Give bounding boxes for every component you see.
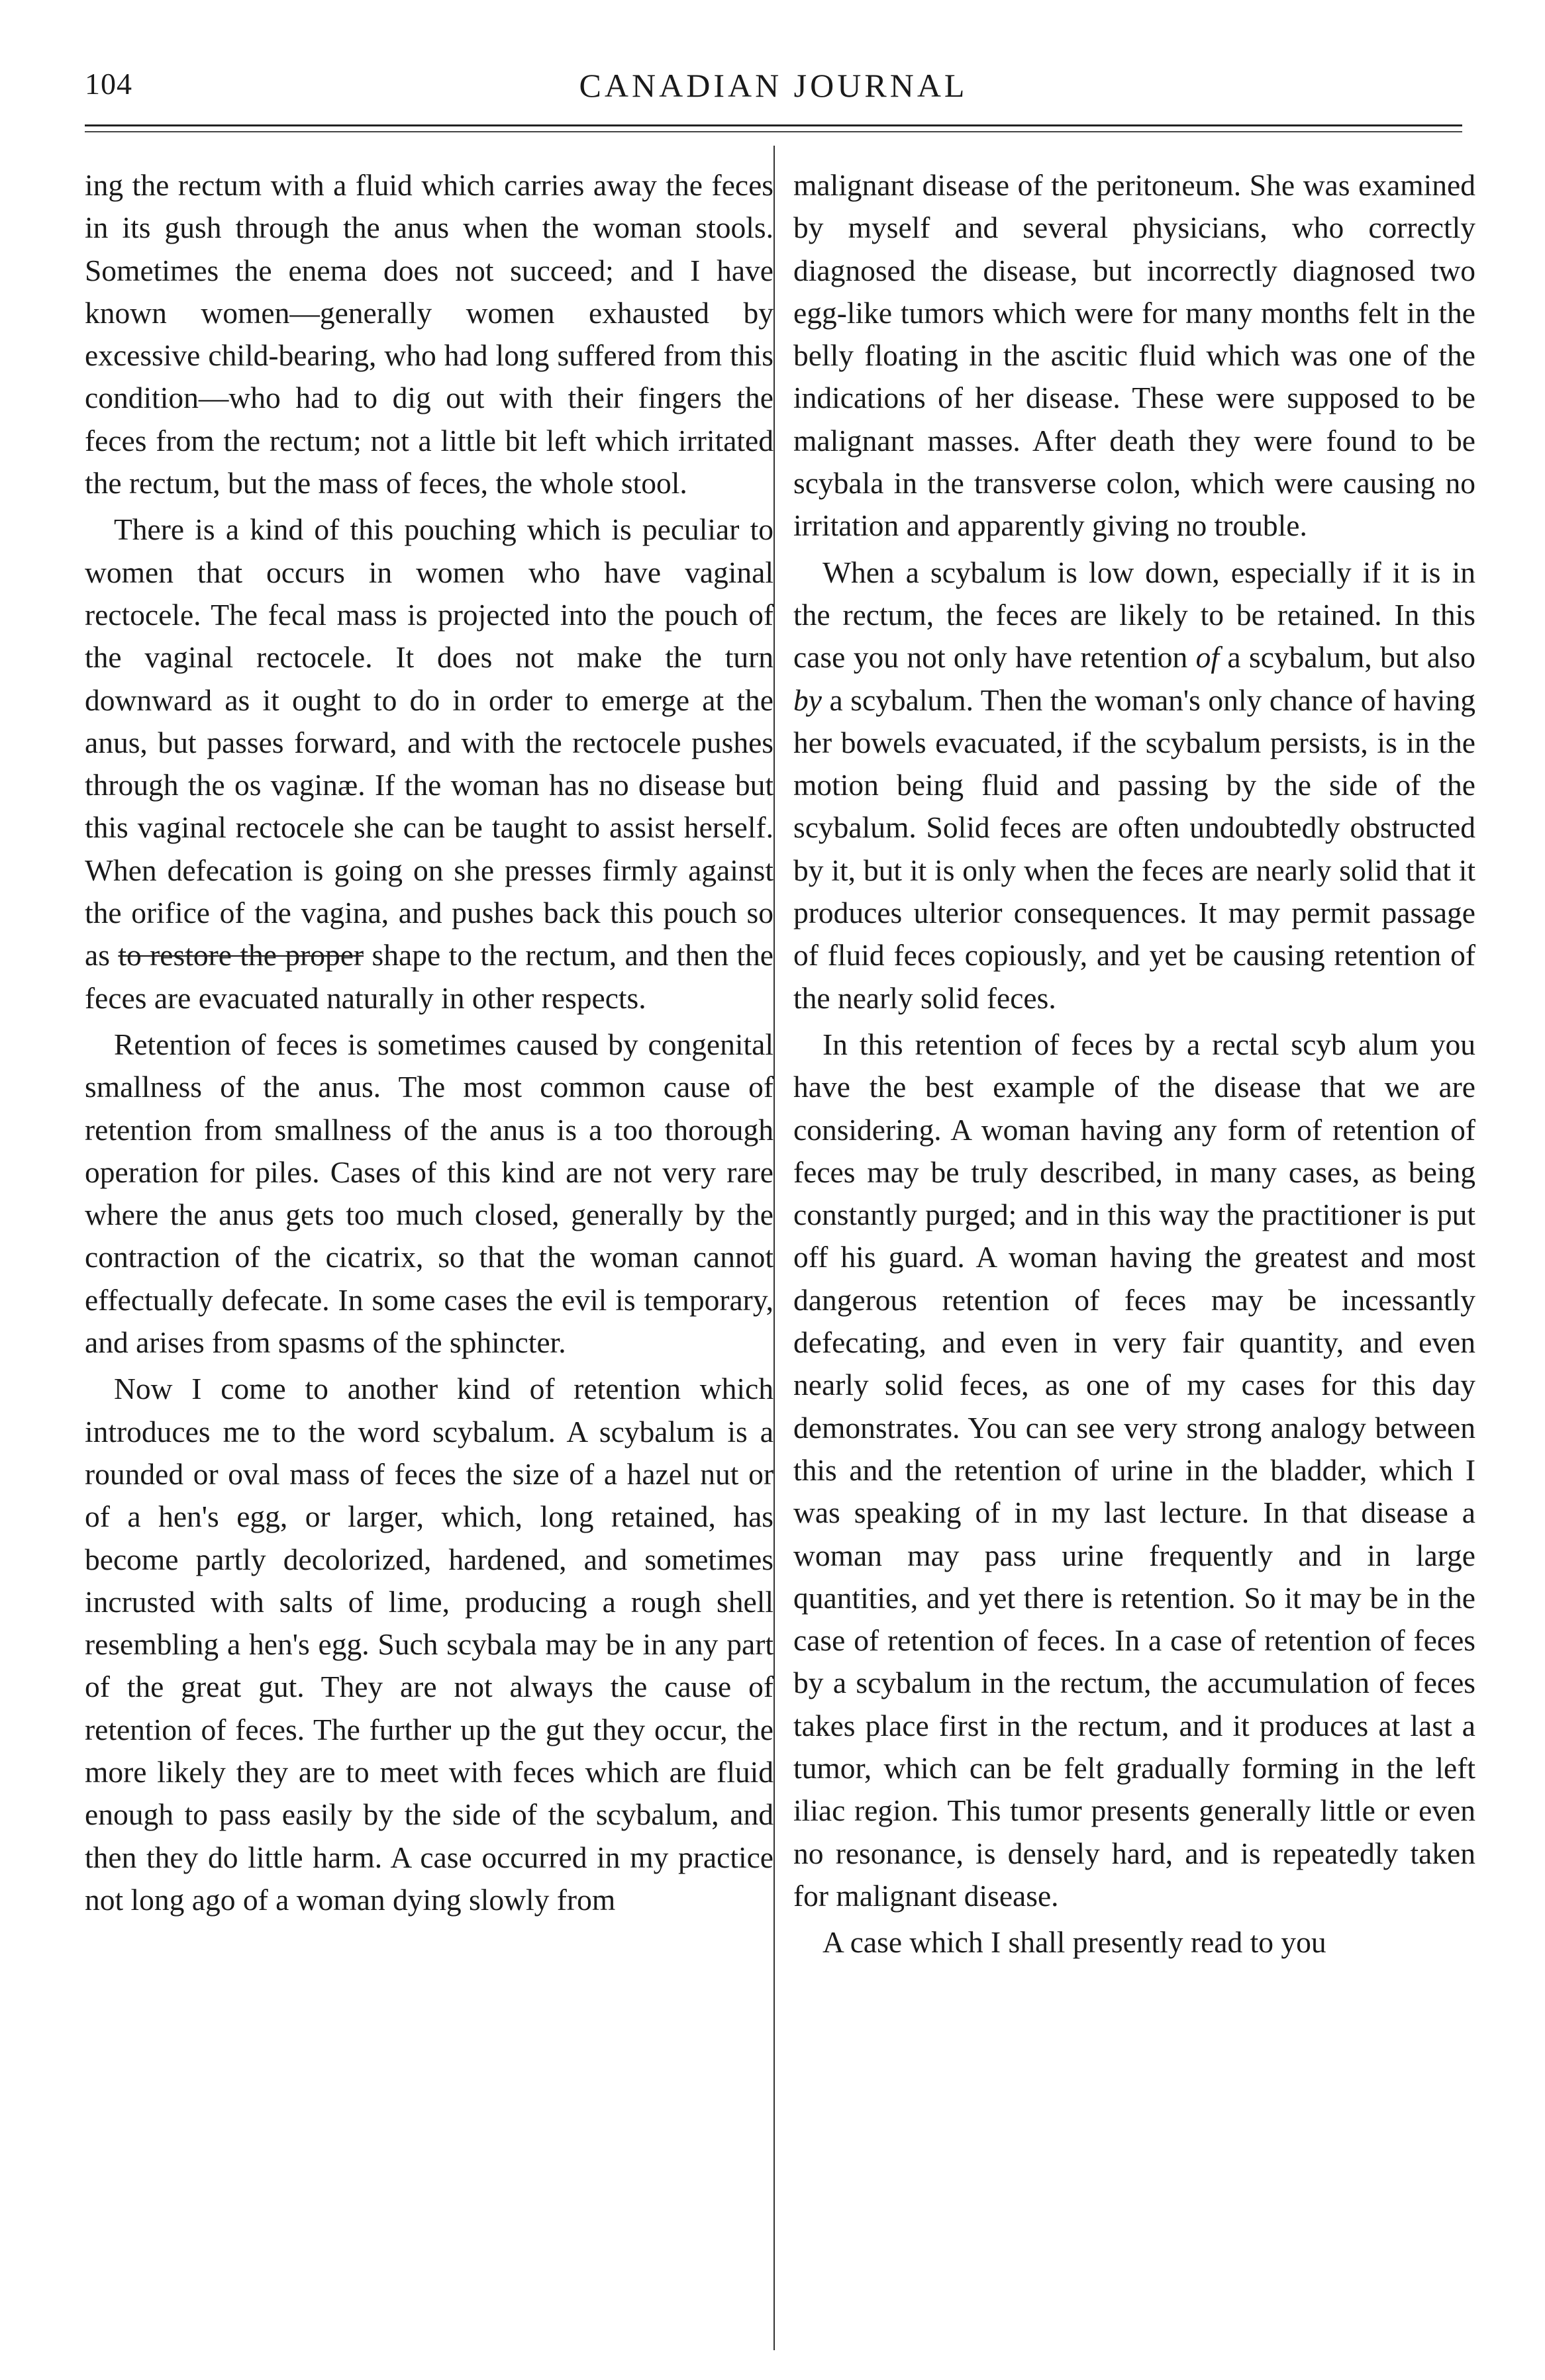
paragraph: Retention of feces is sometimes caused by congenital smallness of the anus. The most common cause of retention from smallness of the anus is a too thorough operation for piles. Cases of this kind are not very rare where the anus gets too much closed, generally by the contraction of the cicatrix, so that the woman cannot effectually defecate. In some cases the evil is temporary, and arises from spasms of the sphincter.	[85, 1027, 773, 1360]
paragraph: ing the rectum with a fluid which carries away the feces in its gush through the anus when the woman stools. Sometimes the enema does not succeed; and I have known women—generally women exhausted by excessive child-bearing, who had long suffered from this condition—who had to dig out with their fingers the feces from the rectum; not a little bit left which irritated the rectum, but the mass of feces, the whole stool.	[85, 168, 773, 500]
right-column	[793, 164, 1475, 1968]
page-number: 104	[85, 67, 132, 101]
italic-text: by	[793, 683, 822, 717]
paragraph: A case which I shall presently read to you	[822, 1925, 1326, 1960]
journal-title: CANADIAN JOURNAL	[579, 67, 968, 104]
header-rule-thick	[85, 124, 1462, 126]
paragraph: malignant disease of the peritoneum. She was examined by myself and several physicians, who correctly diagnosed the disease, but incorrectly diagnosed two egg-like tumors which were for many months felt in the belly floating in the ascitic fluid which was one of the indications of her disease. These were supposed to be malignant masses. After death they were found to be scybala in the transverse colon, which were causing no irritation and apparently giving no trouble.	[793, 168, 1475, 543]
header-rule-thin	[85, 131, 1462, 132]
text-run: When a scybalum is low down, especially if it is in the rectum, the feces are likely to be retained. In this case you not only have retention	[793, 555, 1475, 675]
text-run: shape to the rectum, and then the feces are evacuated naturally in other respects.	[85, 938, 773, 1015]
text-run: a scybalum. Then the woman's only chance of having her bowels evacuated, if the scybalum persists, is in the motion being fluid and passing by the side of the scybalum. Solid feces are often undoubtedly obstructed by it, but it is only when the feces are nearly solid that it produces ulterior consequences. It may permit passage of fluid feces copiously, and yet be causing retention of the nearly solid feces.	[793, 683, 1475, 1015]
italic-text: of	[1195, 640, 1219, 675]
left-column	[85, 164, 773, 1925]
paragraph	[793, 551, 1475, 1020]
text-run: There is a kind of this pouching which is peculiar to women that occurs in women who have vaginal rectocele. The fecal mass is projected into the pouch of the vaginal rectocele. It does not make the turn downward as it ought to do in order to emerge at the anus, but passes forward, and with the rectocele pushes through the os vaginæ. If the woman has no disease but this vaginal rectocele she can be taught to assist herself. When defecation is going on she presses firmly against the orifice of the vagina, and pushes back this pouch so as	[85, 512, 773, 973]
column-divider	[773, 146, 775, 2350]
struck-text: to restore the proper	[118, 938, 364, 973]
paragraph: In this retention of feces by a rectal scyb alum you have the best example of the disease that we are considering. A woman having any form of retention of feces may be truly described, in many cases, as being constantly purged; and in this way the practitioner is put off his guard. A woman having the greatest and most dangerous retention of feces may be incessantly defecating, and even in very fair quantity, and even nearly solid feces, as one of my cases for this day demonstrates. You can see very strong analogy between this and the retention of urine in the bladder, which I was speaking of in my last lecture. In that disease a woman may pass urine frequently and in large quantities, and yet there is retention. So it may be in the case of retention of feces. In a case of retention of feces by a scybalum in the rectum, the accumulation of feces takes place first in the rectum, and it produces at last a tumor, which can be felt gradually forming in the left iliac region. This tumor presents generally little or even no resonance, is densely hard, and is repeatedly taken for malignant disease.	[793, 1027, 1475, 1913]
page-header	[85, 66, 1462, 119]
paragraph: Now I come to another kind of retention which introduces me to the word scybalum. A scybalum is a rounded or oval mass of feces the size of a hazel nut or of a hen's egg, or larger, which, long retained, has become partly decolorized, hardened, and sometimes incrusted with salts of lime, producing a rough shell resembling a hen's egg. Such scybala may be in any part of the great gut. They are not always the cause of retention of feces. The further up the gut they occur, the more likely they are to meet with feces which are fluid enough to pass easily by the side of the scybalum, and then they do little harm. A case occurred in my practice not long ago of a woman dying slowly from	[85, 1372, 773, 1917]
paragraph	[85, 508, 773, 1020]
text-run: a scybalum, but also	[1219, 640, 1475, 675]
